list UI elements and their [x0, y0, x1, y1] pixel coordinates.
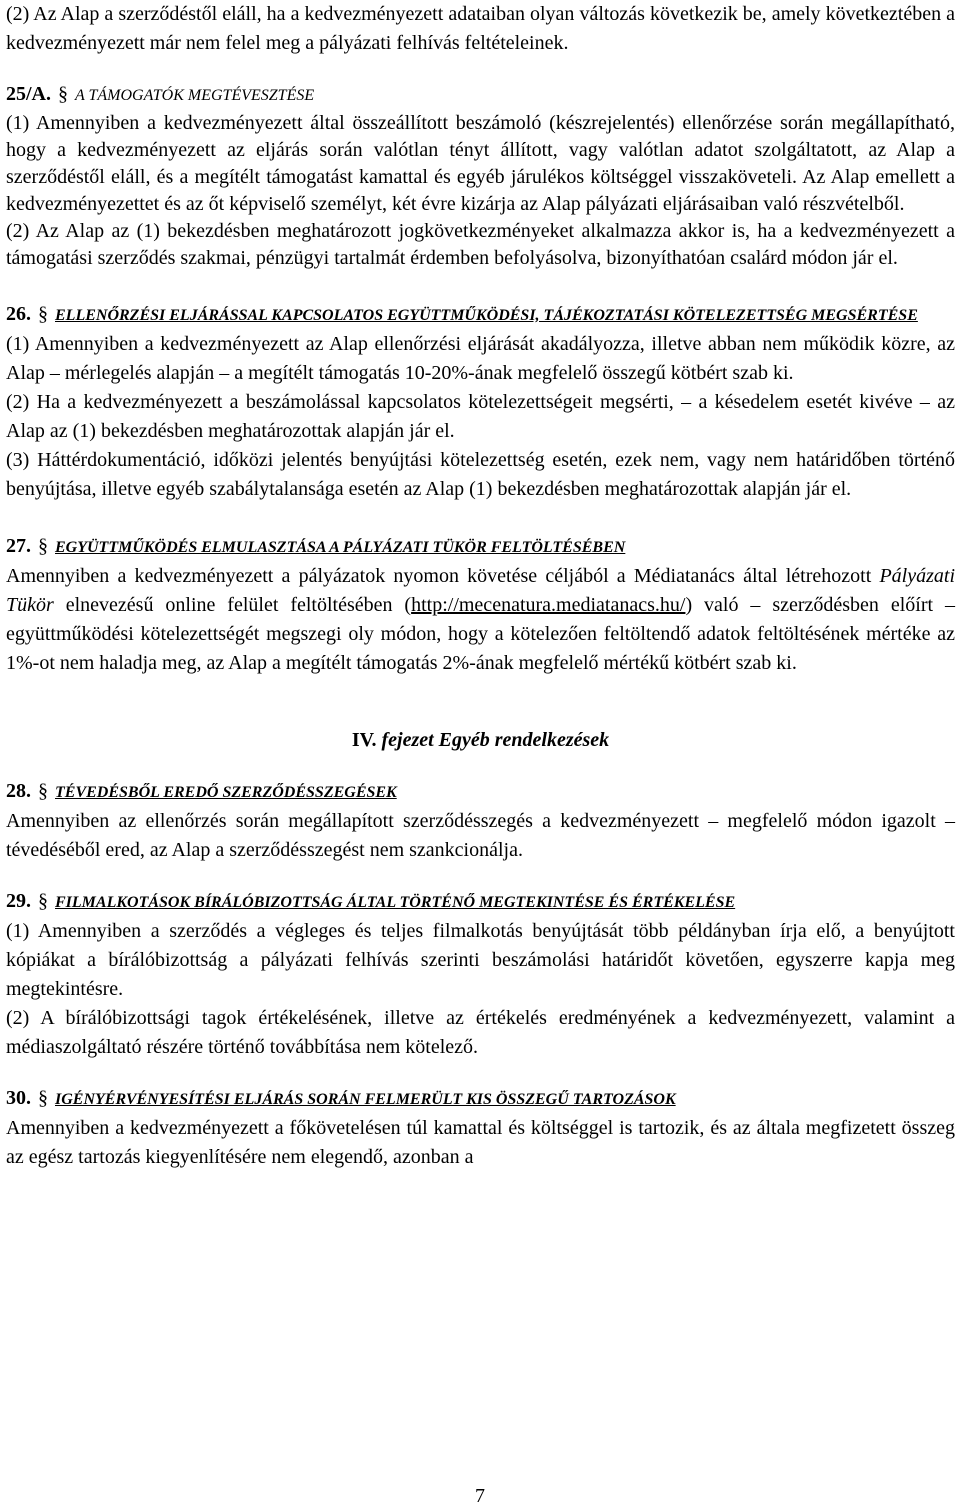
- section-25a-paragraph-2: (2) Az Alap az (1) bekezdésben meghatározott jogkövetkezményeket alkalmazza akkor is, ha a kedvezményezett a támogatási szerződés szakmai, pénzügyi tartalmát érdemben befolyásolva, bizonyíthatóan csalárd módon jár el.: [6, 220, 955, 269]
- section-number: 29.: [6, 890, 31, 912]
- spacer: [6, 58, 955, 80]
- section-title: A TÁMOGATÓK MEGTÉVESZTÉSE: [75, 87, 315, 104]
- section-29-heading: [6, 887, 955, 917]
- mecenatura-link[interactable]: http://mecenatura.mediatanacs.hu/: [411, 594, 686, 616]
- section-sign-icon: §: [38, 535, 48, 557]
- chapter-title: fejezet Egyéb rendelkezések: [381, 729, 610, 751]
- spacer: [6, 678, 955, 726]
- spacer: [6, 504, 955, 532]
- section-title: IGÉNYÉRVÉNYESÍTÉSI ELJÁRÁS SORÁN FELMERÜLT KIS ÖSSZEGŰ TARTOZÁSOK: [55, 1091, 676, 1108]
- document-page: [6, 0, 955, 1172]
- section-26-paragraph-3: (3) Háttérdokumentáció, időközi jelentés benyújtási kötelezettség esetén, ezek nem, vagy nem határidőben történő benyújtása, illetve egyéb szabálytalansága esetén az Alap (1) bekezdésben meghatározottak alapján jár el.: [6, 449, 955, 500]
- section-title: FILMALKOTÁSOK BÍRÁLÓBIZOTTSÁG ÁLTAL TÖRTÉNŐ MEGTEKINTÉSE ÉS ÉRTÉKELÉSE: [55, 894, 736, 911]
- section-number: 26.: [6, 303, 31, 325]
- paragraph-top-2: (2) Az Alap a szerződéstől eláll, ha a kedvezményezett adataiban olyan változás következik be, amely következtében a kedvezményezett már nem felel meg a pályázati felhívás feltételeinek.: [6, 3, 955, 54]
- section-26-heading: [6, 300, 955, 330]
- section-28-heading: [6, 777, 955, 807]
- section-sign-icon: §: [38, 890, 48, 912]
- chapter-roman: IV.: [351, 729, 377, 751]
- section-title: EGYÜTTMŰKÖDÉS ELMULASZTÁSA A PÁLYÁZATI TÜKÖR FELTÖLTÉSÉBEN: [55, 539, 626, 556]
- section-25a-paragraph-1: (1) Amennyiben a kedvezményezett által összeállított beszámoló (készrejelentés) ellenőrzése során megállapítható, hogy a kedvezményezett az eljárás során valótlan tényt állított, vagy valótlan adatot szolgáltatott, az Alap a szerződéstől eláll, és a megítélt támogatást kamattal és egyéb járulékos költséggel visszaköveteli. Az Alap emellett a kedvezményezettet és az őt képviselő személyt, két évre kizárja az Alap pályázati eljárásaiban való részvételből.: [6, 112, 955, 215]
- section-29-paragraph-2: (2) A bírálóbizottsági tagok értékelésének, illetve az értékelés eredményének a kedvezményezett, valamint a médiaszolgáltató részére történő továbbítása nem kötelező.: [6, 1007, 955, 1058]
- section-sign-icon: §: [38, 303, 48, 325]
- section-title: ELLENŐRZÉSI ELJÁRÁSSAL KAPCSOLATOS EGYÜTTMŰKÖDÉSI, TÁJÉKOZTATÁSI KÖTELEZETTSÉG MEGSÉRTÉSE: [55, 307, 918, 324]
- section-26-paragraph-1: (1) Amennyiben a kedvezményezett az Alap ellenőrzési eljárását akadályozza, illetve abban nem működik közre, az Alap – mérlegelés alapján – a megítélt támogatás 10-20%-ának megfelelő összegű kötbért szab ki.: [6, 333, 955, 384]
- section-28-paragraph: Amennyiben az ellenőrzés során megállapított szerződésszegés a kedvezményezett – megfelelő módon igazolt – tévedéséből ered, az Alap a szerződésszegést nem szankcionálja.: [6, 810, 955, 861]
- section-number: 30.: [6, 1087, 31, 1109]
- section-27-paragraph: [6, 562, 955, 678]
- section-number: 25/A.: [6, 83, 51, 105]
- spacer: [6, 1062, 955, 1084]
- section-25a-heading: [6, 80, 955, 110]
- section-sign-icon: §: [38, 1087, 48, 1109]
- section-27-text-b: elnevezésű online felület feltöltésében (: [53, 594, 412, 616]
- section-27-italic-name: Pályázati Tükör: [6, 565, 955, 616]
- section-26-paragraph-2: (2) Ha a kedvezményezett a beszámolással kapcsolatos kötelezettségeit megsérti, – a késedelem esetét kivéve – az Alap az (1) bekezdésben meghatározottak alapján jár el.: [6, 391, 955, 442]
- page-number: 7: [475, 1485, 485, 1507]
- section-29-paragraph-1: (1) Amennyiben a szerződés a végleges és teljes filmalkotás benyújtását több példányban írja elő, a benyújtott kópiákat a bírálóbizottság a pályázati felhívás szerinti beszámolási határidőt követően, egyszerre kapja meg megtekintésre.: [6, 920, 955, 1000]
- section-27-text-a: Amennyiben a kedvezményezett a pályázatok nyomon követése céljából a Médiatanács által létrehozott: [6, 565, 880, 587]
- section-number: 27.: [6, 535, 31, 557]
- section-sign-icon: §: [38, 780, 48, 802]
- spacer: [6, 272, 955, 300]
- section-27-text-c: ) való – szerződésben előírt – együttműködési kötelezettségét megszegi oly módon, hogy a kötelezően feltöltendő adatok feltöltésének mértéke az 1%-ot nem haladja meg, az Alap a megítélt támogatás 2%-ának megfelelő mértékű kötbért szab ki.: [6, 594, 955, 674]
- section-27-heading: [6, 532, 955, 562]
- spacer: [6, 865, 955, 887]
- chapter-heading: [6, 726, 955, 755]
- section-number: 28.: [6, 780, 31, 802]
- spacer: [6, 755, 955, 777]
- section-sign-icon: §: [58, 83, 68, 105]
- section-30-heading: [6, 1084, 955, 1114]
- section-30-paragraph: Amennyiben a kedvezményezett a főkövetelésen túl kamattal és költséggel is tartozik, és az általa megfizetett összeg az egész tartozás kiegyenlítésére nem elegendő, azonban a: [6, 1117, 955, 1168]
- section-title: TÉVEDÉSBŐL EREDŐ SZERZŐDÉSSZEGÉSEK: [55, 784, 397, 801]
